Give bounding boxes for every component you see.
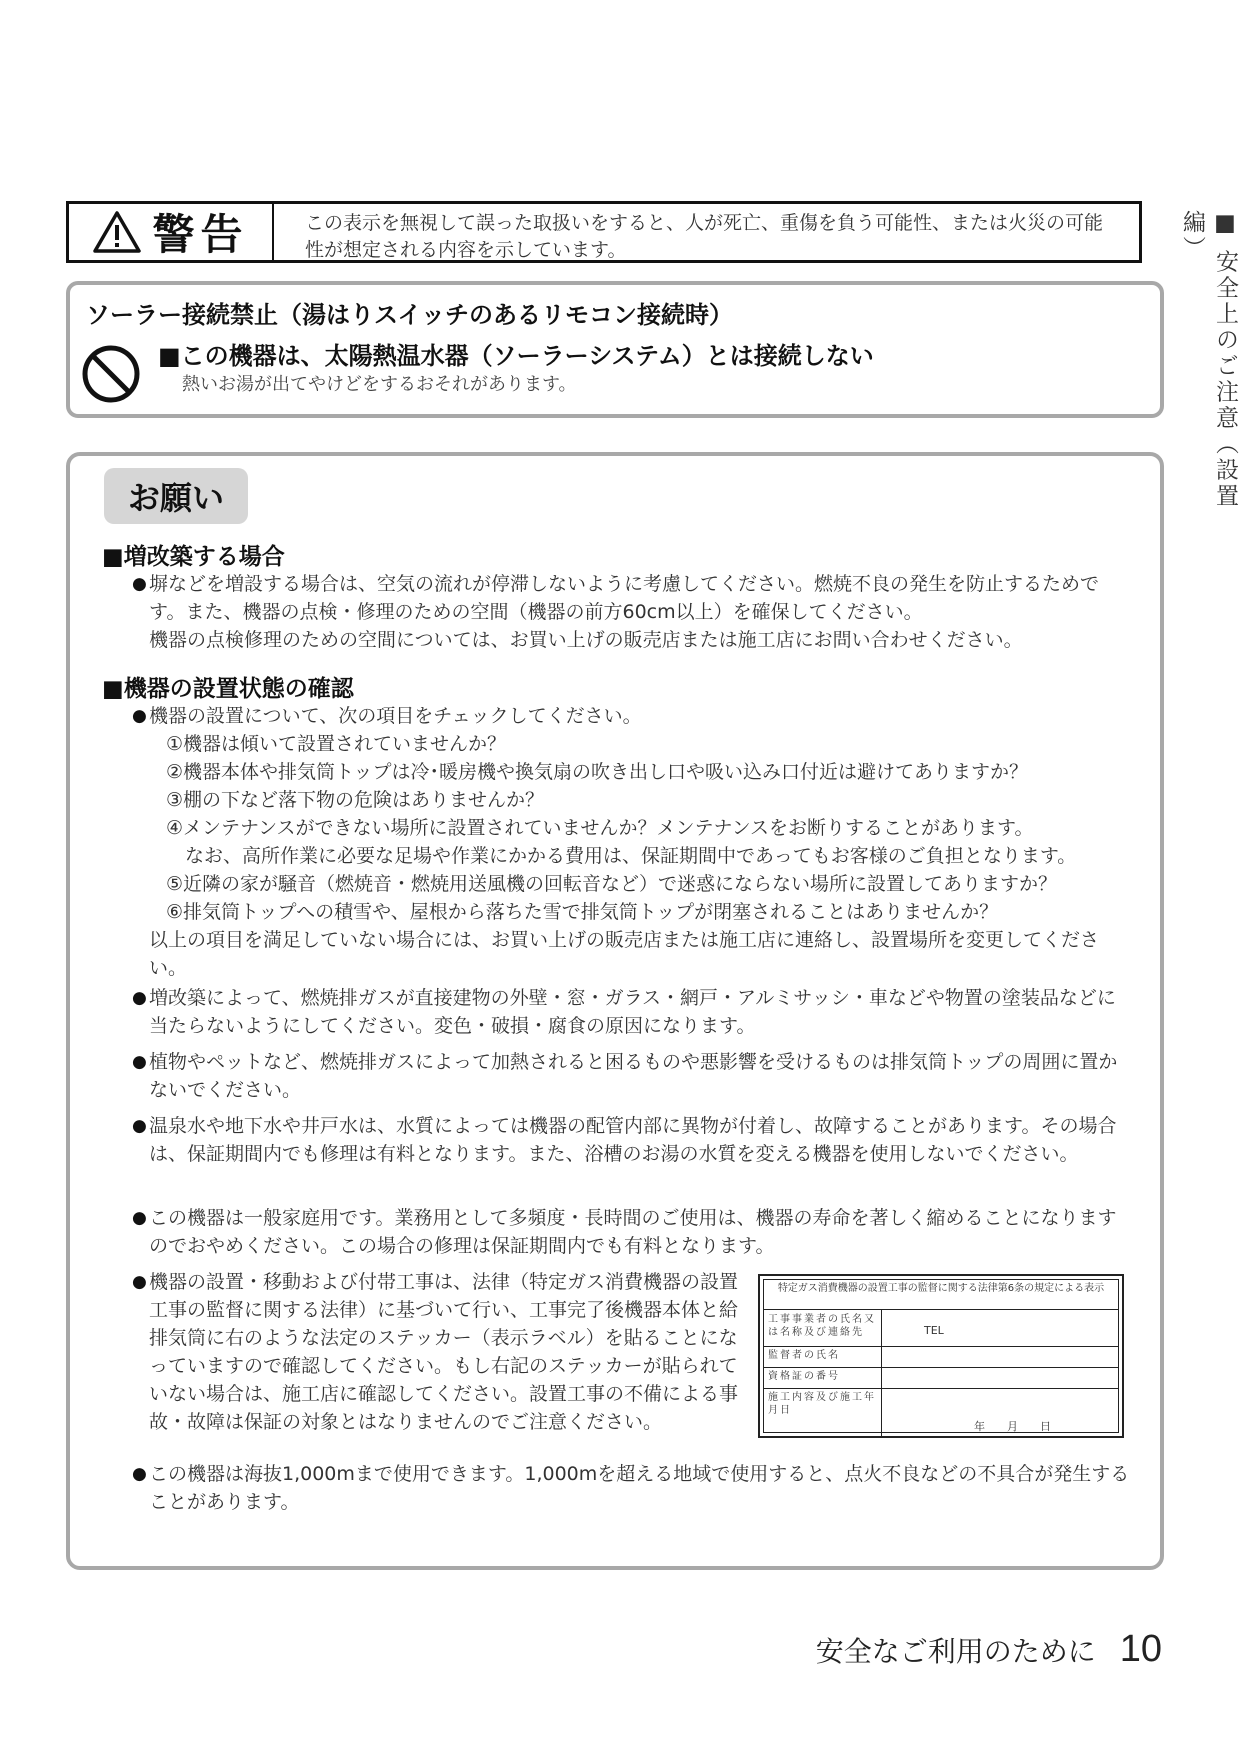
sticker-label: 資格証の番号 xyxy=(764,1367,882,1388)
solar-warning-box xyxy=(66,281,1164,418)
bullet-icon: ● xyxy=(132,1052,147,1072)
sticker-header: 特定ガス消費機器の設置工事の監督に関する法律第6条の規定による表示 xyxy=(764,1280,1118,1310)
warning-label xyxy=(69,204,274,260)
bullet-icon: ● xyxy=(132,1464,147,1484)
legal-sticker xyxy=(758,1274,1124,1438)
page-footer xyxy=(816,1628,1162,1671)
bullet-icon: ● xyxy=(132,1272,147,1292)
solar-note: 熱いお湯が出てやけどをするおそれがあります。 xyxy=(182,374,577,395)
check-item: ⑥排気筒トップへの積雪や、屋根から落ちた雪で排気筒トップが閉塞されることはありませんか？ xyxy=(166,901,999,923)
list-item: ● 温泉水や地下水や井戸水は、水質によっては機器の配管内部に異物が付着し、故障することがあります。その場合は、保証期間内でも修理は有料となります。また、浴槽のお湯の水質を変える機器を使用しないでください。 xyxy=(132,1112,1132,1168)
check-item: ⑤近隣の家が騒音（燃焼音・燃焼用送風機の回転音など）で迷惑にならない場所に設置してありますか？ xyxy=(166,873,1058,895)
sticker-value: TEL xyxy=(924,1324,944,1337)
sticker-row xyxy=(764,1367,1118,1389)
list-item: ● 増改築によって、燃焼排ガスが直接建物の外壁・窓・ガラス・網戸・アルミサッシ・車などや物置の塗装品などに当たらないようにしてください。変色・破損・腐食の原因になります。 xyxy=(132,984,1132,1040)
sticker-row xyxy=(764,1346,1118,1368)
warning-description: この表示を無視して誤った取扱いをすると、人が死亡、重傷を負う可能性、または火災の可能性が想定される内容を示しています。 xyxy=(305,212,1104,261)
bullet-icon: ● xyxy=(132,988,147,1008)
section-title-renovation: ■増改築する場合 xyxy=(102,544,285,570)
prohibition-icon xyxy=(80,343,142,405)
warning-header xyxy=(66,201,1142,263)
bullet-icon: ● xyxy=(132,574,147,594)
sticker-label: 施工内容及び施工年月日 xyxy=(764,1388,882,1436)
list-item: ● この機器は一般家庭用です。業務用として多頻度・長時間のご使用は、機器の寿命を著しく縮めることになりますのでおやめください。この場合の修理は保証期間内でも有料となります。 xyxy=(132,1204,1132,1260)
check-item: ①機器は傾いて設置されていませんか？ xyxy=(166,733,507,755)
side-tab: ■ 安全上のご注意（設置編） xyxy=(1179,210,1238,510)
list-item: ● 機器の設置・移動および付帯工事は、法律（特定ガス消費機器の設置工事の監督に関する法律）に基づいて行い、工事完了後機器本体と給排気筒に右のような法定のステッカー（表示ラベル）を貼ることになっていますので確認してください。もし右記のステッカーが貼られていない場合は、施工店に確認してください。設置工事の不備による事故・故障は保証の対象とはなりませんのでご注意ください。 xyxy=(132,1268,740,1436)
sticker-label: 工事事業者の氏名又は名称及び連絡先 xyxy=(764,1310,882,1346)
page-number: 10 xyxy=(1119,1628,1162,1670)
list-item: ● 植物やペットなど、燃焼排ガスによって加熱されると困るものや悪影響を受けるものは排気筒トップの周囲に置かないでください。 xyxy=(132,1048,1132,1104)
solar-subheading: ■この機器は、太陽熱温水器（ソーラーシステム）とは接続しない xyxy=(158,342,874,370)
solar-heading: ソーラー接続禁止（湯はりスイッチのあるリモコン接続時） xyxy=(86,301,734,329)
request-tab: お願い xyxy=(104,468,248,524)
bullet-icon: ● xyxy=(132,1208,147,1228)
list-item: ● 塀などを増設する場合は、空気の流れが停滞しないように考慮してください。燃焼不良の発生を防止するためです。また、機器の点検・修理のための空間（機器の前方60cm以上）を確保してください。 機器の点検修理のための空間については、お買い上げの販売店または施工店にお問い合わせください。 xyxy=(132,570,1132,654)
sticker-row xyxy=(764,1310,1118,1347)
check-item: ④メンテナンスができない場所に設置されていませんか？メンテナンスをお断りすることがあります。 xyxy=(166,817,1034,839)
warning-triangle-icon xyxy=(92,210,142,254)
sticker-row xyxy=(764,1388,1118,1436)
bullet-icon: ● xyxy=(132,706,147,726)
sticker-value: 年 月 日 xyxy=(974,1420,1051,1433)
check-item: なお、高所作業に必要な足場や作業にかかる費用は、保証期間中であってもお客様のご負担となります。 xyxy=(166,845,1077,867)
request-box xyxy=(66,452,1164,1570)
check-item: ③棚の下など落下物の危険はありませんか？ xyxy=(166,789,545,811)
sticker-label: 監督者の氏名 xyxy=(764,1346,882,1367)
bullet-icon: ● xyxy=(132,1116,147,1136)
warning-title: 警告 xyxy=(152,210,249,259)
list-item: ● 機器の設置について、次の項目をチェックしてください。 ①機器は傾いて設置されていませんか？ ②機器本体や排気筒トップは冷･暖房機や換気扇の吹き出し口や吸い込み口付近は避けてありますか？ ③棚の下など落下物の危険はありませんか？ ④メンテナンスができない場所に設置されていませんか？メンテナンスをお断りすることがあります。 なお、高所作業に必要な足場や作業にかかる費用は、保証期間中であってもお客様のご負担となります。 ⑤近隣の家が騒音（燃焼音・燃焼用送風機の回転音など）で迷惑にならない場所に設置してありますか？ ⑥排気筒トップへの積雪や、屋根から落ちた雪で排気筒トップが閉塞されることはありませんか？ 以上の項目を満足していない場合には、お買い上げの販売店または施工店に連絡し、設置場所を変更してください。 xyxy=(132,702,1132,982)
footer-title: 安全なご利用のために xyxy=(815,1635,1096,1668)
check-item: ②機器本体や排気筒トップは冷･暖房機や換気扇の吹き出し口や吸い込み口付近は避けてありますか？ xyxy=(166,761,1028,783)
list-item: ● この機器は海抜1,000mまで使用できます。1,000mを超える地域で使用すると、点火不良などの不具合が発生することがあります。 xyxy=(132,1460,1132,1516)
section-title-installation-check: ■機器の設置状態の確認 xyxy=(102,676,354,702)
